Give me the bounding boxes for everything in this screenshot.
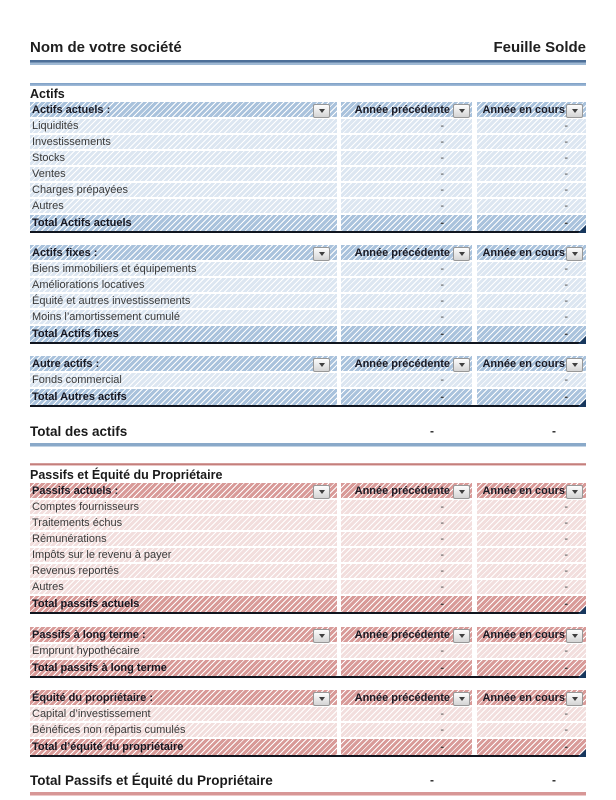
row-label: Impôts sur le revenu à payer (30, 548, 337, 564)
table-header-row (30, 245, 586, 262)
prev-year-value: - (341, 119, 472, 135)
table-header-label-cell (30, 245, 337, 262)
prev-year-value: - (341, 278, 472, 294)
prev-year-value: - (341, 580, 472, 596)
column-header-curr-year: Année en cours (482, 484, 565, 497)
column-header-curr-year-cell (477, 483, 586, 500)
table-actifs-fixes (30, 245, 586, 344)
column-header-prev-year-cell (341, 102, 472, 119)
curr-year-total: - (477, 739, 586, 755)
curr-year-value: - (477, 500, 586, 516)
table-row (30, 644, 586, 660)
prev-year-total: - (341, 596, 472, 612)
chevron-down-icon (459, 109, 465, 113)
column-header-curr-year: Année en cours (482, 357, 565, 370)
table-row (30, 532, 586, 548)
filter-dropdown-button[interactable] (313, 692, 330, 706)
prev-year-value: - (341, 564, 472, 580)
chevron-down-icon (319, 363, 325, 367)
chevron-down-icon (459, 697, 465, 701)
filter-dropdown-button[interactable] (313, 358, 330, 372)
column-header-curr-year: Année en cours (482, 246, 565, 259)
curr-year-value: - (477, 580, 586, 596)
column-header-prev-year: Année précédente (354, 103, 450, 116)
table-row (30, 199, 586, 215)
chevron-down-icon (572, 109, 578, 113)
filter-dropdown-button[interactable] (453, 358, 470, 372)
column-header-prev-year: Année précédente (354, 484, 450, 497)
curr-year-value: - (477, 723, 586, 739)
row-label: Capital d’investissement (30, 707, 337, 723)
grand-total-label: Total Passifs et Équité du Propriétaire (30, 772, 273, 788)
table-passifs-long-terme (30, 627, 586, 678)
section-passifs (30, 463, 586, 796)
table-header-row (30, 690, 586, 707)
grand-total-prev-year: - (430, 424, 434, 438)
table-row (30, 580, 586, 596)
table-row (30, 183, 586, 199)
row-label: Emprunt hypothécaire (30, 644, 337, 660)
curr-year-value: - (477, 199, 586, 215)
row-label: Traitements échus (30, 516, 337, 532)
grand-total-curr-year: - (552, 424, 556, 438)
table-row (30, 167, 586, 183)
grand-total-curr-year: - (552, 773, 556, 787)
curr-year-value: - (477, 707, 586, 723)
filter-dropdown-button[interactable] (313, 104, 330, 118)
curr-year-total: - (477, 326, 586, 342)
table-total-row (30, 215, 586, 233)
row-label: Stocks (30, 151, 337, 167)
curr-year-value: - (477, 167, 586, 183)
table-total-row (30, 596, 586, 614)
filter-dropdown-button[interactable] (313, 629, 330, 643)
chevron-down-icon (572, 697, 578, 701)
column-header-curr-year: Année en cours (482, 103, 565, 116)
table-row (30, 707, 586, 723)
table-passifs-actuels (30, 483, 586, 614)
column-header-prev-year-cell (341, 627, 472, 644)
filter-dropdown-button[interactable] (566, 104, 583, 118)
prev-year-value: - (341, 262, 472, 278)
table-total-row (30, 739, 586, 757)
prev-year-value: - (341, 151, 472, 167)
company-name: Nom de votre société (30, 39, 182, 56)
prev-year-total: - (341, 326, 472, 342)
row-label: Biens immobiliers et équipements (30, 262, 337, 278)
curr-year-value: - (477, 151, 586, 167)
filter-dropdown-button[interactable] (566, 358, 583, 372)
page-header (30, 0, 586, 56)
curr-year-value: - (477, 532, 586, 548)
table-equite-proprietaire (30, 690, 586, 757)
curr-year-value: - (477, 294, 586, 310)
grand-total-label: Total des actifs (30, 423, 128, 439)
table-total-row (30, 389, 586, 407)
curr-year-total: - (477, 660, 586, 676)
row-label: Ventes (30, 167, 337, 183)
table-total-row (30, 660, 586, 678)
filter-dropdown-button[interactable] (453, 629, 470, 643)
prev-year-value: - (341, 167, 472, 183)
column-header-curr-year-cell (477, 356, 586, 373)
chevron-down-icon (319, 252, 325, 256)
table-header-label-cell (30, 102, 337, 119)
column-header-prev-year: Année précédente (354, 691, 450, 704)
column-header-curr-year: Année en cours (482, 628, 565, 641)
total-label: Total passifs actuels (30, 596, 337, 612)
row-label: Équité et autres investissements (30, 294, 337, 310)
filter-dropdown-button[interactable] (313, 485, 330, 499)
table-row (30, 564, 586, 580)
table-header-label-cell (30, 483, 337, 500)
corner-marker (578, 399, 586, 407)
curr-year-value: - (477, 119, 586, 135)
chevron-down-icon (319, 490, 325, 494)
curr-year-value: - (477, 373, 586, 389)
corner-marker (578, 749, 586, 757)
table-header-label-cell (30, 627, 337, 644)
column-header-prev-year: Année précédente (354, 246, 450, 259)
column-header-prev-year: Année précédente (354, 357, 450, 370)
curr-year-value: - (477, 310, 586, 326)
table-row (30, 500, 586, 516)
prev-year-value: - (341, 516, 472, 532)
filter-dropdown-button[interactable] (313, 247, 330, 261)
prev-year-value: - (341, 644, 472, 660)
column-header-curr-year: Année en cours (482, 691, 565, 704)
title-underline (30, 60, 586, 65)
curr-year-total: - (477, 389, 586, 405)
table-row (30, 151, 586, 167)
prev-year-total: - (341, 739, 472, 755)
prev-year-value: - (341, 548, 472, 564)
prev-year-value: - (341, 183, 472, 199)
column-header-prev-year-cell (341, 690, 472, 707)
curr-year-value: - (477, 262, 586, 278)
table-header-row (30, 356, 586, 373)
table-header-label: Équité du propriétaire : (32, 691, 154, 704)
column-header-prev-year-cell (341, 356, 472, 373)
section-title-actifs: Actifs (30, 87, 65, 101)
table-header-row (30, 627, 586, 644)
chevron-down-icon (459, 252, 465, 256)
total-label: Total Actifs actuels (30, 215, 337, 231)
grand-total-underline (30, 443, 586, 447)
curr-year-value: - (477, 135, 586, 151)
curr-year-value: - (477, 516, 586, 532)
row-label: Améliorations locatives (30, 278, 337, 294)
table-autres-actifs (30, 356, 586, 407)
total-label: Total passifs à long terme (30, 660, 337, 676)
total-label: Total Actifs fixes (30, 326, 337, 342)
chevron-down-icon (459, 490, 465, 494)
grand-total-underline (30, 792, 586, 796)
prev-year-value: - (341, 723, 472, 739)
filter-dropdown-button[interactable] (453, 485, 470, 499)
filter-dropdown-button[interactable] (566, 247, 583, 261)
row-label: Moins l’amortissement cumulé (30, 310, 337, 326)
table-row (30, 119, 586, 135)
prev-year-total: - (341, 215, 472, 231)
column-header-prev-year: Année précédente (354, 628, 450, 641)
table-header-label: Actifs fixes : (32, 246, 98, 259)
curr-year-total: - (477, 215, 586, 231)
column-header-prev-year-cell (341, 245, 472, 262)
filter-dropdown-button[interactable] (453, 247, 470, 261)
total-label: Total d’équité du propriétaire (30, 739, 337, 755)
filter-dropdown-button[interactable] (566, 485, 583, 499)
grand-total-prev-year: - (430, 773, 434, 787)
table-row (30, 310, 586, 326)
prev-year-total: - (341, 660, 472, 676)
section-title-passifs: Passifs et Équité du Propriétaire (30, 467, 223, 482)
table-row (30, 373, 586, 389)
chevron-down-icon (572, 252, 578, 256)
curr-year-value: - (477, 183, 586, 199)
table-header-label: Actifs actuels : (32, 103, 111, 116)
chevron-down-icon (572, 363, 578, 367)
row-label: Autres (30, 580, 337, 596)
chevron-down-icon (459, 363, 465, 367)
total-label: Total Autres actifs (30, 389, 337, 405)
filter-dropdown-button[interactable] (453, 692, 470, 706)
curr-year-value: - (477, 278, 586, 294)
prev-year-value: - (341, 532, 472, 548)
prev-year-value: - (341, 373, 472, 389)
prev-year-value: - (341, 500, 472, 516)
chevron-down-icon (572, 490, 578, 494)
column-header-curr-year-cell (477, 245, 586, 262)
curr-year-total: - (477, 596, 586, 612)
column-header-curr-year-cell (477, 627, 586, 644)
corner-marker (578, 225, 586, 233)
table-header-label-cell (30, 356, 337, 373)
chevron-down-icon (319, 697, 325, 701)
row-label: Investissements (30, 135, 337, 151)
table-row (30, 548, 586, 564)
row-label: Autres (30, 199, 337, 215)
table-header-row (30, 102, 586, 119)
prev-year-value: - (341, 135, 472, 151)
corner-marker (578, 336, 586, 344)
table-header-label-cell (30, 690, 337, 707)
section-actifs (30, 83, 586, 447)
prev-year-value: - (341, 294, 472, 310)
grand-total-passifs (30, 770, 586, 790)
chevron-down-icon (319, 109, 325, 113)
table-header-label: Passifs actuels : (32, 484, 119, 497)
filter-dropdown-button[interactable] (566, 692, 583, 706)
table-row (30, 262, 586, 278)
row-label: Fonds commercial (30, 373, 337, 389)
filter-dropdown-button[interactable] (453, 104, 470, 118)
column-header-prev-year-cell (341, 483, 472, 500)
row-label: Comptes fournisseurs (30, 500, 337, 516)
table-row (30, 294, 586, 310)
table-row (30, 278, 586, 294)
table-row (30, 135, 586, 151)
prev-year-value: - (341, 199, 472, 215)
table-header-label: Autre actifs : (32, 357, 100, 370)
prev-year-value: - (341, 707, 472, 723)
row-label: Charges prépayées (30, 183, 337, 199)
curr-year-value: - (477, 548, 586, 564)
table-header-label: Passifs à long terme : (32, 628, 146, 641)
corner-marker (578, 670, 586, 678)
curr-year-value: - (477, 644, 586, 660)
table-row (30, 516, 586, 532)
row-label: Revenus reportés (30, 564, 337, 580)
row-label: Liquidités (30, 119, 337, 135)
chevron-down-icon (459, 634, 465, 638)
column-header-curr-year-cell (477, 690, 586, 707)
row-label: Bénéfices non répartis cumulés (30, 723, 337, 739)
curr-year-value: - (477, 564, 586, 580)
filter-dropdown-button[interactable] (566, 629, 583, 643)
row-label: Rémunérations (30, 532, 337, 548)
column-header-curr-year-cell (477, 102, 586, 119)
table-total-row (30, 326, 586, 344)
corner-marker (578, 606, 586, 614)
grand-total-actifs (30, 421, 586, 441)
prev-year-total: - (341, 389, 472, 405)
chevron-down-icon (572, 634, 578, 638)
prev-year-value: - (341, 310, 472, 326)
table-actifs-actuels (30, 102, 586, 233)
chevron-down-icon (319, 634, 325, 638)
sheet-title: Feuille Solde (493, 39, 586, 56)
table-header-row (30, 483, 586, 500)
table-row (30, 723, 586, 739)
